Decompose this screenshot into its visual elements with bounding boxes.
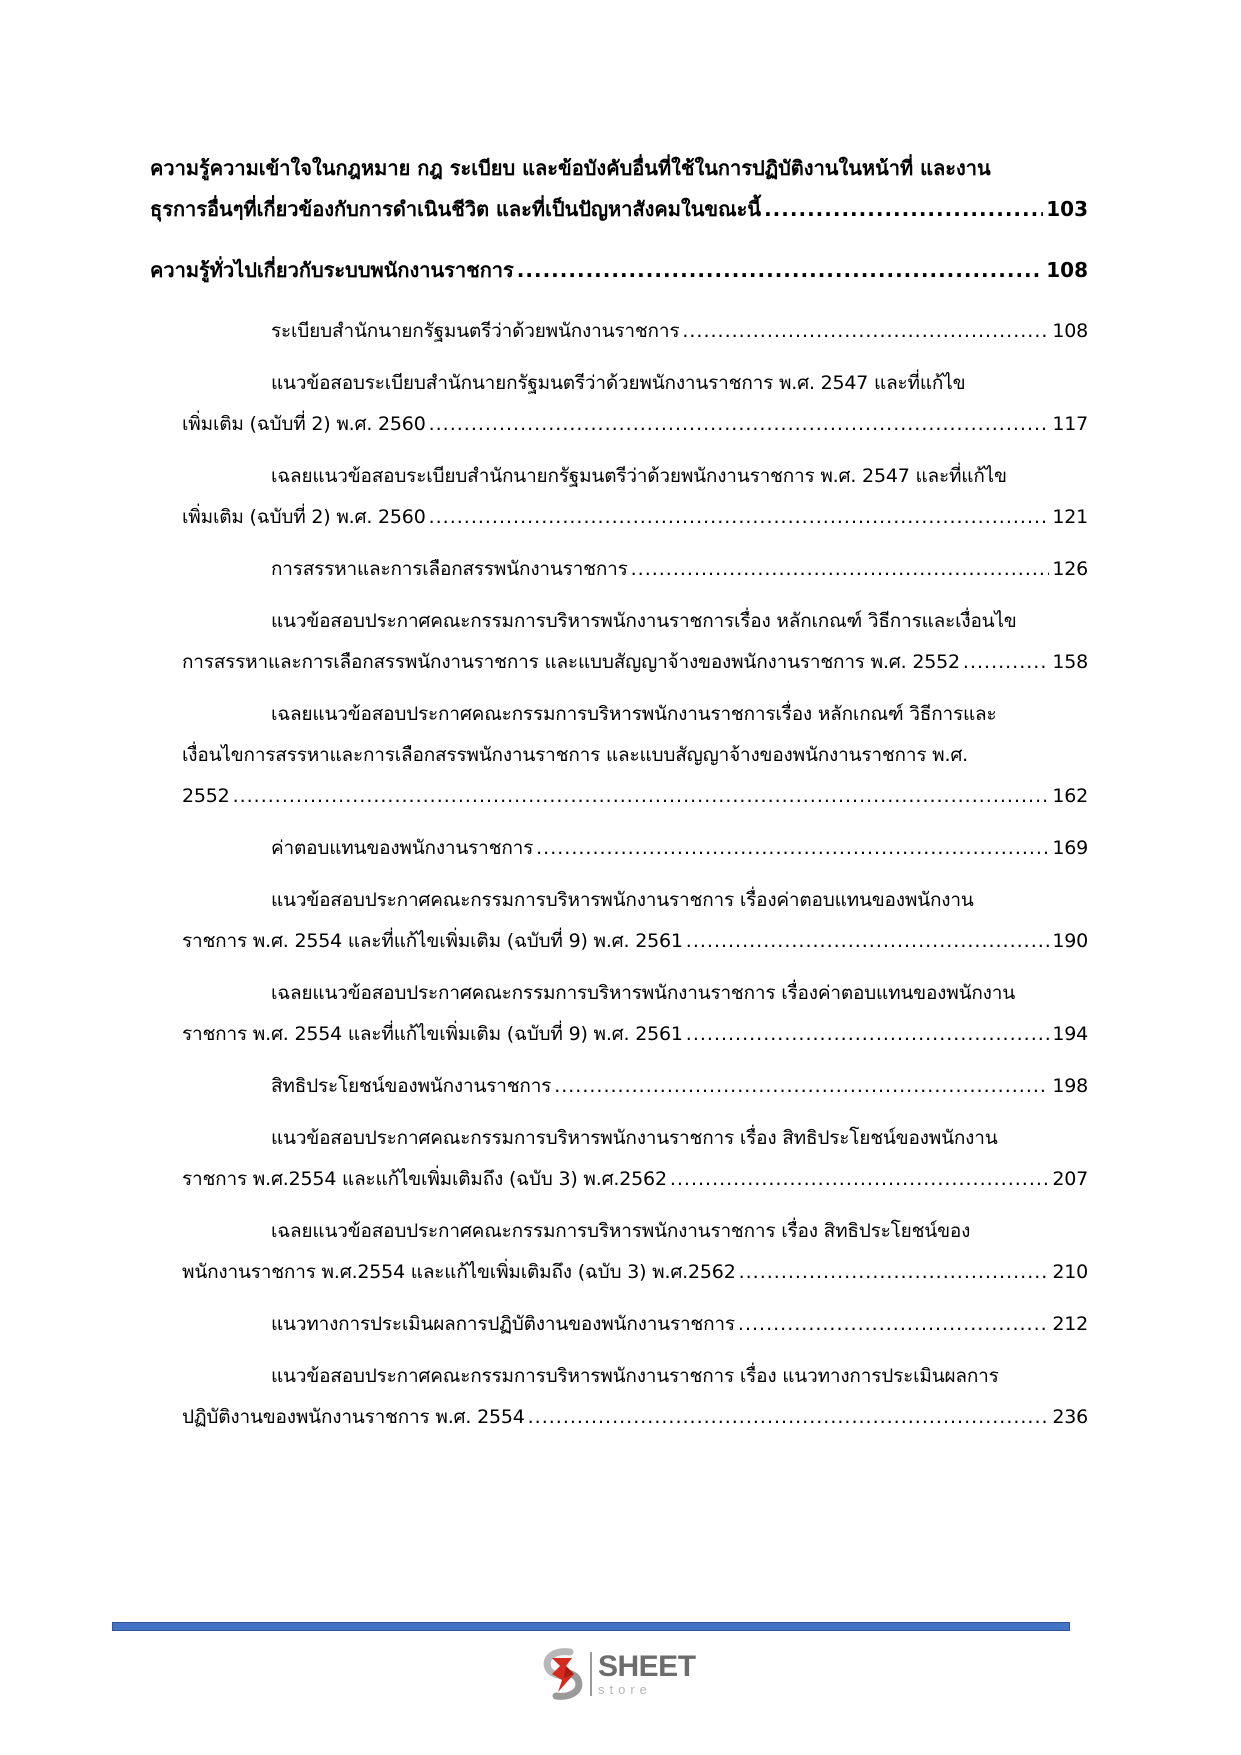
toc-entry[interactable] [150, 456, 1088, 538]
toc-entry-line: เงื่อนไขการสรรหาและการเลือกสรรพนักงานราชการ และแบบสัญญาจ้างของพนักงานราชการ พ.ศ. [182, 744, 969, 766]
toc-entry-last-line [182, 1066, 1088, 1107]
toc-page-number: 121 [1052, 506, 1088, 528]
toc-page-number: 207 [1052, 1168, 1088, 1190]
toc-page-number: 117 [1052, 413, 1088, 435]
toc-entry-last-line [182, 1252, 1088, 1293]
toc-entry-last-line [182, 1304, 1088, 1345]
toc-entry[interactable] [150, 601, 1088, 683]
toc-entry-line: เฉลยแนวข้อสอบระเบียบสำนักนายกรัฐมนตรีว่าด้วยพนักงานราชการ พ.ศ. 2547 และที่แก้ไข [271, 465, 1007, 487]
toc-entry-line: เฉลยแนวข้อสอบประกาศคณะกรรมการบริหารพนักงานราชการ เรื่อง สิทธิประโยชน์ของ [271, 1220, 971, 1242]
toc-entry-last-line [182, 1014, 1088, 1055]
toc-entry-last-line [150, 250, 1088, 291]
toc-page-number: 169 [1052, 837, 1088, 859]
dot-leader [429, 404, 1050, 445]
toc-entry[interactable] [150, 694, 1088, 817]
toc-entry[interactable] [150, 1304, 1088, 1345]
sheet-store-logo [540, 1646, 710, 1702]
toc-entry-line: เฉลยแนวข้อสอบประกาศคณะกรรมการบริหารพนักงานราชการ เรื่องค่าตอบแทนของพนักงาน [271, 982, 1016, 1004]
dot-leader [764, 189, 1043, 230]
toc-entry[interactable] [150, 1356, 1088, 1438]
dot-leader [554, 1066, 1049, 1107]
toc-entry-title: ราชการ พ.ศ. 2554 และที่แก้ไขเพิ่มเติม (ฉบับที่ 9) พ.ศ. 2561 [182, 1023, 683, 1045]
dot-leader [233, 776, 1050, 817]
toc-page-number: 108 [1052, 320, 1088, 342]
toc-entry-last-line [150, 189, 1088, 230]
sheet-store-s-icon [540, 1648, 586, 1700]
dot-leader [963, 642, 1049, 683]
toc-entry-last-line [182, 549, 1088, 590]
toc-entry-title: 2552 [182, 785, 230, 807]
toc-page-number: 162 [1052, 785, 1088, 807]
dot-leader [517, 250, 1043, 291]
toc-entry[interactable] [150, 1066, 1088, 1107]
toc-entry-last-line [182, 497, 1088, 538]
toc-page-number: 190 [1052, 930, 1088, 952]
dot-leader [682, 311, 1049, 352]
toc-entry-line: แนวข้อสอบประกาศคณะกรรมการบริหารพนักงานราชการเรื่อง หลักเกณฑ์ วิธีการและเงื่อนไข [271, 610, 1017, 632]
footer-rule [112, 1622, 1070, 1631]
toc-page-number: 194 [1052, 1023, 1088, 1045]
toc-entry-title: ปฏิบัติงานของพนักงานราชการ พ.ศ. 2554 [182, 1406, 525, 1428]
toc-entry[interactable] [150, 250, 1088, 291]
toc-entry-last-line [182, 1159, 1088, 1200]
toc-page-number: 108 [1046, 258, 1088, 282]
toc-page-number: 210 [1052, 1261, 1088, 1283]
toc-entry-title: การสรรหาและการเลือกสรรพนักงานราชการ และแบบสัญญาจ้างของพนักงานราชการ พ.ศ. 2552 [182, 651, 960, 673]
toc-entry-title: ค่าตอบแทนของพนักงานราชการ [271, 837, 534, 859]
logo-wordmark [598, 1652, 696, 1696]
toc-entry-title: การสรรหาและการเลือกสรรพนักงานราชการ [271, 558, 628, 580]
toc-entry-last-line [182, 828, 1088, 869]
toc-entry-title: ความรู้ทั่วไปเกี่ยวกับระบบพนักงานราชการ [150, 258, 514, 282]
dot-leader [686, 1014, 1050, 1055]
dot-leader [536, 828, 1049, 869]
toc-page-number: 126 [1052, 558, 1088, 580]
dot-leader [739, 1252, 1050, 1293]
logo-brand-text: SHEET [598, 1650, 696, 1683]
dot-leader [670, 1159, 1050, 1200]
dot-leader [738, 1304, 1049, 1345]
toc-entry-last-line [182, 776, 1088, 817]
toc-entry-title: พนักงานราชการ พ.ศ.2554 และแก้ไขเพิ่มเติมถึง (ฉบับ 3) พ.ศ.2562 [182, 1261, 736, 1283]
toc-entry-line: เฉลยแนวข้อสอบประกาศคณะกรรมการบริหารพนักงานราชการเรื่อง หลักเกณฑ์ วิธีการและ [271, 703, 997, 725]
toc-entry[interactable] [150, 973, 1088, 1055]
dot-leader [686, 921, 1050, 962]
dot-leader [631, 549, 1050, 590]
toc-entry-title: ราชการ พ.ศ.2554 และแก้ไขเพิ่มเติมถึง (ฉบับ 3) พ.ศ.2562 [182, 1168, 667, 1190]
toc-entry[interactable] [150, 148, 1088, 230]
toc-entry[interactable] [150, 363, 1088, 445]
toc-entry-title: เพิ่มเติม (ฉบับที่ 2) พ.ศ. 2560 [182, 413, 426, 435]
logo-divider [590, 1652, 592, 1696]
toc-page-number: 103 [1046, 197, 1088, 221]
toc-entry-line: แนวข้อสอบระเบียบสำนักนายกรัฐมนตรีว่าด้วยพนักงานราชการ พ.ศ. 2547 และที่แก้ไข [271, 372, 966, 394]
toc-entry-title: เพิ่มเติม (ฉบับที่ 2) พ.ศ. 2560 [182, 506, 426, 528]
toc-entry-last-line [182, 921, 1088, 962]
toc-page-number: 212 [1052, 1313, 1088, 1335]
toc-entry[interactable] [150, 549, 1088, 590]
table-of-contents [150, 148, 1088, 1438]
toc-entry-line: แนวข้อสอบประกาศคณะกรรมการบริหารพนักงานราชการ เรื่อง สิทธิประโยชน์ของพนักงาน [271, 1127, 998, 1149]
toc-entry-last-line [182, 642, 1088, 683]
toc-entry[interactable] [150, 828, 1088, 869]
toc-entry-last-line [182, 1397, 1088, 1438]
toc-entry-title: แนวทางการประเมินผลการปฏิบัติงานของพนักงานราชการ [271, 1313, 735, 1335]
toc-entry[interactable] [150, 1211, 1088, 1293]
logo-sub-text: store [598, 1682, 652, 1697]
toc-entry-title: ระเบียบสำนักนายกรัฐมนตรีว่าด้วยพนักงานราชการ [271, 320, 680, 342]
toc-entry-line: ความรู้ความเข้าใจในกฎหมาย กฎ ระเบียบ และข้อบังคับอื่นที่ใช้ในการปฏิบัติงานในหน้าที่ และงาน [150, 156, 991, 180]
toc-entry-last-line [182, 404, 1088, 445]
toc-entry[interactable] [150, 880, 1088, 962]
toc-entry-title: สิทธิประโยชน์ของพนักงานราชการ [271, 1075, 552, 1097]
toc-entry-title: ราชการ พ.ศ. 2554 และที่แก้ไขเพิ่มเติม (ฉบับที่ 9) พ.ศ. 2561 [182, 930, 683, 952]
toc-entry[interactable] [150, 311, 1088, 352]
dot-leader [528, 1397, 1050, 1438]
toc-entry-last-line [182, 311, 1088, 352]
toc-entry-line: แนวข้อสอบประกาศคณะกรรมการบริหารพนักงานราชการ เรื่องค่าตอบแทนของพนักงาน [271, 889, 974, 911]
toc-page-number: 236 [1052, 1406, 1088, 1428]
toc-page-number: 198 [1052, 1075, 1088, 1097]
dot-leader [429, 497, 1050, 538]
toc-entry-line: แนวข้อสอบประกาศคณะกรรมการบริหารพนักงานราชการ เรื่อง แนวทางการประเมินผลการ [271, 1365, 999, 1387]
toc-entry[interactable] [150, 1118, 1088, 1200]
toc-page-number: 158 [1052, 651, 1088, 673]
toc-entry-title: ธุรการอื่นๆที่เกี่ยวข้องกับการดำเนินชีวิต และที่เป็นปัญหาสังคมในขณะนี้ [150, 197, 762, 221]
